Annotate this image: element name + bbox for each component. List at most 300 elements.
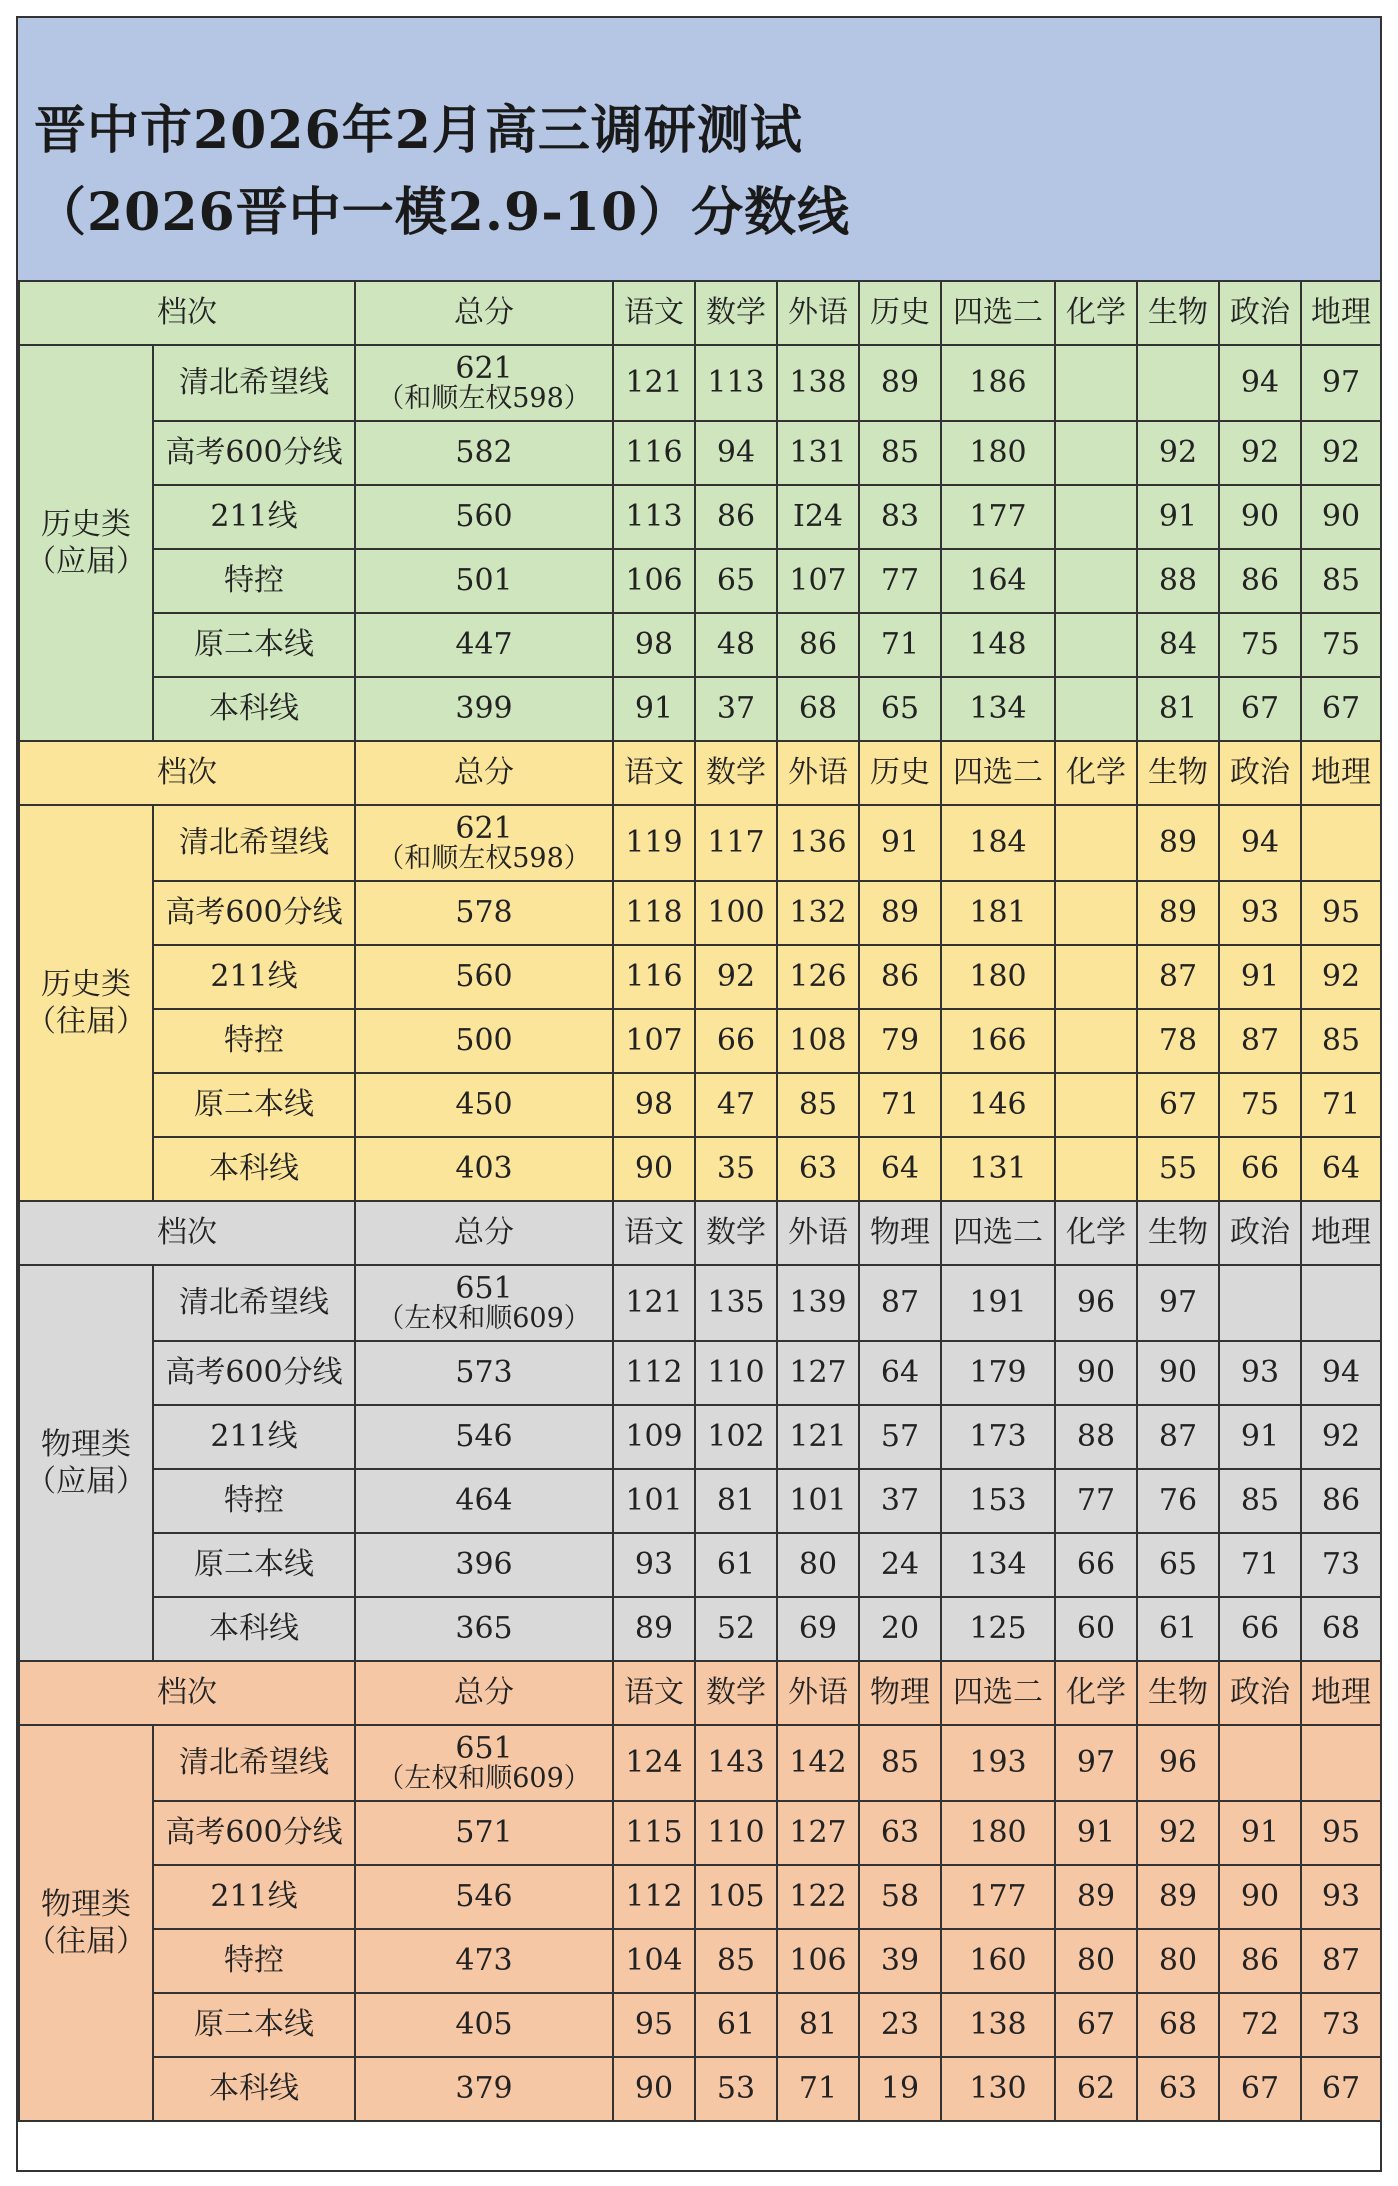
level-cell: 高考600分线 <box>153 881 355 945</box>
score-cell: 146 <box>941 1073 1055 1137</box>
cohort-label: （应届） <box>26 1464 146 1499</box>
score-cell: 107 <box>777 549 859 613</box>
score-cell: 60 <box>1055 1597 1137 1661</box>
cohort-label: （应届） <box>26 544 146 579</box>
score-cell: 71 <box>1301 1073 1381 1137</box>
score-cell: 108 <box>777 1009 859 1073</box>
column-header: 地理 <box>1301 741 1381 805</box>
table-row <box>19 677 1381 741</box>
column-header: 生物 <box>1137 281 1219 345</box>
total-cell <box>355 881 613 945</box>
score-cell: 119 <box>613 805 695 881</box>
score-cell: 69 <box>777 1597 859 1661</box>
column-header: 生物 <box>1137 1661 1219 1725</box>
score-cell: 86 <box>777 613 859 677</box>
column-header: 总分 <box>355 281 613 345</box>
score-cell: 121 <box>613 345 695 421</box>
total-score: 405 <box>455 2007 513 2043</box>
total-score: 651 <box>455 1731 513 1767</box>
score-cell: 75 <box>1219 1073 1301 1137</box>
score-cell: 80 <box>1055 1929 1137 1993</box>
score-cell: 173 <box>941 1405 1055 1469</box>
level-cell: 本科线 <box>153 2057 355 2121</box>
score-cell: 89 <box>859 881 941 945</box>
score-cell: 19 <box>859 2057 941 2121</box>
score-cell: 85 <box>859 1725 941 1801</box>
score-cell: 86 <box>1219 549 1301 613</box>
level-cell: 211线 <box>153 485 355 549</box>
score-cell: 20 <box>859 1597 941 1661</box>
score-cell: 148 <box>941 613 1055 677</box>
score-cell <box>1055 613 1137 677</box>
table-row <box>19 1725 1381 1801</box>
column-header: 语文 <box>613 281 695 345</box>
cohort-label: （往届） <box>26 1004 146 1039</box>
total-score: 621 <box>455 351 513 387</box>
score-cell: 93 <box>1301 1865 1381 1929</box>
column-header: 档次 <box>19 281 355 345</box>
score-cell: 104 <box>613 1929 695 1993</box>
table-row <box>19 805 1381 881</box>
table-row <box>19 1265 1381 1341</box>
score-cell: 62 <box>1055 2057 1137 2121</box>
column-header: 化学 <box>1055 1201 1137 1265</box>
score-cell: 71 <box>859 1073 941 1137</box>
score-cell: 63 <box>1137 2057 1219 2121</box>
score-cell: 64 <box>859 1341 941 1405</box>
score-cell: 93 <box>1219 881 1301 945</box>
score-cell: 67 <box>1219 2057 1301 2121</box>
total-score: 473 <box>455 1943 513 1979</box>
score-cell: 98 <box>613 613 695 677</box>
total-score: 450 <box>455 1087 513 1123</box>
total-score: 403 <box>455 1151 513 1187</box>
column-header: 历史 <box>859 281 941 345</box>
score-cell: 92 <box>1137 421 1219 485</box>
table-row <box>19 345 1381 421</box>
score-cell: 24 <box>859 1533 941 1597</box>
score-cell: 85 <box>859 421 941 485</box>
column-header: 四选二 <box>941 1661 1055 1725</box>
score-cell <box>1301 805 1381 881</box>
table-row <box>19 1801 1381 1865</box>
score-cell: 77 <box>859 549 941 613</box>
score-cell: 107 <box>613 1009 695 1073</box>
total-score: 365 <box>455 1611 513 1647</box>
total-cell <box>355 549 613 613</box>
score-cell: 73 <box>1301 1533 1381 1597</box>
score-cell <box>1055 421 1137 485</box>
group-header-row <box>19 281 1381 345</box>
page-subtitle: （2026晋中一模2.9-10）分数线 <box>34 182 851 243</box>
score-cell: 89 <box>1137 1865 1219 1929</box>
score-cell: 109 <box>613 1405 695 1469</box>
score-cell: 37 <box>695 677 777 741</box>
score-cell: 124 <box>613 1725 695 1801</box>
score-cell: 75 <box>1301 613 1381 677</box>
level-cell: 本科线 <box>153 1597 355 1661</box>
category-label: 物理类 <box>41 1886 131 1922</box>
total-cell <box>355 1405 613 1469</box>
score-cell: 87 <box>1219 1009 1301 1073</box>
score-cell: 97 <box>1137 1265 1219 1341</box>
score-cell: 77 <box>1055 1469 1137 1533</box>
score-cell: 63 <box>777 1137 859 1201</box>
total-cell <box>355 1725 613 1801</box>
score-cell: 105 <box>695 1865 777 1929</box>
score-cell: 118 <box>613 881 695 945</box>
score-cell <box>1219 1265 1301 1341</box>
score-cell <box>1055 881 1137 945</box>
score-cell <box>1219 1725 1301 1801</box>
category-cell <box>19 805 153 1201</box>
score-cell <box>1137 345 1219 421</box>
score-cell: 90 <box>1055 1341 1137 1405</box>
score-cell: 93 <box>1219 1341 1301 1405</box>
level-cell: 本科线 <box>153 1137 355 1201</box>
column-header: 总分 <box>355 1201 613 1265</box>
level-cell: 高考600分线 <box>153 1801 355 1865</box>
score-cell: 95 <box>1301 1801 1381 1865</box>
score-cell: 86 <box>859 945 941 1009</box>
total-score: 651 <box>455 1271 513 1307</box>
score-cell: 115 <box>613 1801 695 1865</box>
column-header: 政治 <box>1219 741 1301 805</box>
table-row <box>19 1865 1381 1929</box>
column-header: 化学 <box>1055 281 1137 345</box>
score-cell: 87 <box>1137 945 1219 1009</box>
score-cell: 116 <box>613 421 695 485</box>
column-header: 外语 <box>777 281 859 345</box>
score-cell: 98 <box>613 1073 695 1137</box>
total-cell <box>355 613 613 677</box>
score-cell: 61 <box>1137 1597 1219 1661</box>
score-cell: 113 <box>695 345 777 421</box>
score-cell: 92 <box>1301 945 1381 1009</box>
score-cell: 91 <box>1055 1801 1137 1865</box>
total-note: （左权和顺609） <box>377 1302 591 1334</box>
column-header: 总分 <box>355 1661 613 1725</box>
score-cell: 57 <box>859 1405 941 1469</box>
table-row <box>19 1533 1381 1597</box>
level-cell: 清北希望线 <box>153 805 355 881</box>
score-cell: 122 <box>777 1865 859 1929</box>
score-cell: 91 <box>1137 485 1219 549</box>
level-cell: 清北希望线 <box>153 1725 355 1801</box>
score-cell <box>1055 805 1137 881</box>
score-cell: 131 <box>941 1137 1055 1201</box>
score-cell: 66 <box>1219 1597 1301 1661</box>
score-cell: 90 <box>613 1137 695 1201</box>
score-cell: 100 <box>695 881 777 945</box>
score-cell: 84 <box>1137 613 1219 677</box>
table-row <box>19 421 1381 485</box>
total-cell <box>355 1597 613 1661</box>
score-cell: 71 <box>859 613 941 677</box>
total-score: 560 <box>455 499 513 535</box>
score-cell: 85 <box>695 1929 777 1993</box>
score-cell: 180 <box>941 421 1055 485</box>
level-cell: 清北希望线 <box>153 1265 355 1341</box>
category-label: 历史类 <box>41 506 131 542</box>
score-cell: 80 <box>1137 1929 1219 1993</box>
score-cell: 61 <box>695 1993 777 2057</box>
score-cell: 53 <box>695 2057 777 2121</box>
column-header: 四选二 <box>941 281 1055 345</box>
score-cell: 76 <box>1137 1469 1219 1533</box>
level-cell: 特控 <box>153 549 355 613</box>
score-cell: 58 <box>859 1865 941 1929</box>
table-row <box>19 945 1381 1009</box>
total-cell <box>355 1865 613 1929</box>
group-header-row <box>19 741 1381 805</box>
score-cell: 63 <box>859 1801 941 1865</box>
total-score: 447 <box>455 627 513 663</box>
score-cell <box>1301 1725 1381 1801</box>
score-cell: 184 <box>941 805 1055 881</box>
score-cell: 132 <box>777 881 859 945</box>
level-cell: 特控 <box>153 1469 355 1533</box>
score-cell: 92 <box>695 945 777 1009</box>
group-header-row <box>19 1201 1381 1265</box>
column-header: 政治 <box>1219 281 1301 345</box>
total-score: 399 <box>455 691 513 727</box>
table-row <box>19 1137 1381 1201</box>
total-score: 560 <box>455 959 513 995</box>
level-cell: 原二本线 <box>153 1533 355 1597</box>
level-cell: 原二本线 <box>153 613 355 677</box>
total-cell <box>355 1137 613 1201</box>
score-cell: 106 <box>613 549 695 613</box>
level-cell: 原二本线 <box>153 1073 355 1137</box>
score-cell: 177 <box>941 1865 1055 1929</box>
score-cell: 91 <box>859 805 941 881</box>
score-cell: 66 <box>695 1009 777 1073</box>
total-cell <box>355 1469 613 1533</box>
total-score: 501 <box>455 563 513 599</box>
total-score: 464 <box>455 1483 513 1519</box>
category-label: 历史类 <box>41 966 131 1002</box>
level-cell: 原二本线 <box>153 1993 355 2057</box>
column-header: 数学 <box>695 1201 777 1265</box>
score-cell: 131 <box>777 421 859 485</box>
page-title: 晋中市2026年2月高三调研测试 <box>34 100 803 161</box>
column-header: 生物 <box>1137 741 1219 805</box>
total-cell <box>355 421 613 485</box>
score-cell: 92 <box>1301 421 1381 485</box>
column-header: 档次 <box>19 741 355 805</box>
table-row <box>19 613 1381 677</box>
score-cell: 91 <box>613 677 695 741</box>
score-cell: 65 <box>695 549 777 613</box>
total-cell <box>355 2057 613 2121</box>
column-header: 档次 <box>19 1201 355 1265</box>
score-cell: 89 <box>1137 881 1219 945</box>
score-cell <box>1055 677 1137 741</box>
total-cell <box>355 485 613 549</box>
level-cell: 211线 <box>153 945 355 1009</box>
score-cell: 95 <box>613 1993 695 2057</box>
score-cell: 127 <box>777 1341 859 1405</box>
score-cell: 65 <box>1137 1533 1219 1597</box>
score-cell: 55 <box>1137 1137 1219 1201</box>
column-header: 历史 <box>859 741 941 805</box>
score-cell <box>1055 1137 1137 1201</box>
total-cell <box>355 805 613 881</box>
score-cell: 68 <box>1301 1597 1381 1661</box>
score-cell: 79 <box>859 1009 941 1073</box>
total-cell <box>355 345 613 421</box>
score-cell: 95 <box>1301 881 1381 945</box>
score-cell: 90 <box>1301 485 1381 549</box>
total-cell <box>355 1801 613 1865</box>
score-cell: 96 <box>1055 1265 1137 1341</box>
level-cell: 211线 <box>153 1865 355 1929</box>
score-cell: 83 <box>859 485 941 549</box>
score-cell: 136 <box>777 805 859 881</box>
score-cell: 88 <box>1137 549 1219 613</box>
total-cell <box>355 945 613 1009</box>
column-header: 政治 <box>1219 1661 1301 1725</box>
column-header: 四选二 <box>941 1201 1055 1265</box>
score-cell: 135 <box>695 1265 777 1341</box>
column-header: 地理 <box>1301 1201 1381 1265</box>
score-cell: 66 <box>1219 1137 1301 1201</box>
column-header: 外语 <box>777 1201 859 1265</box>
score-cell: 117 <box>695 805 777 881</box>
title-banner <box>18 18 1380 282</box>
table-row <box>19 1469 1381 1533</box>
score-cell: 90 <box>613 2057 695 2121</box>
score-cell: 90 <box>1219 485 1301 549</box>
total-score: 582 <box>455 435 513 471</box>
level-cell: 特控 <box>153 1009 355 1073</box>
score-cell: 96 <box>1137 1725 1219 1801</box>
score-cell: 86 <box>1301 1469 1381 1533</box>
score-cell: 110 <box>695 1801 777 1865</box>
score-cell: 143 <box>695 1725 777 1801</box>
score-cell: I24 <box>777 485 859 549</box>
total-score: 571 <box>455 1815 513 1851</box>
score-cell: 113 <box>613 485 695 549</box>
score-cell: 71 <box>777 2057 859 2121</box>
column-header: 物理 <box>859 1201 941 1265</box>
column-header: 地理 <box>1301 1661 1381 1725</box>
table-row <box>19 1073 1381 1137</box>
score-cell: 73 <box>1301 1993 1381 2057</box>
score-cell: 93 <box>613 1533 695 1597</box>
total-cell <box>355 1341 613 1405</box>
total-cell <box>355 1073 613 1137</box>
score-cell: 47 <box>695 1073 777 1137</box>
level-cell: 特控 <box>153 1929 355 1993</box>
score-cell: 81 <box>1137 677 1219 741</box>
score-cell: 61 <box>695 1533 777 1597</box>
score-cell: 88 <box>1055 1405 1137 1469</box>
total-note: （和顺左权598） <box>377 842 591 874</box>
score-cell: 91 <box>1219 945 1301 1009</box>
score-cell: 125 <box>941 1597 1055 1661</box>
score-cell: 64 <box>1301 1137 1381 1201</box>
score-cell: 87 <box>1301 1929 1381 1993</box>
total-note: （和顺左权598） <box>377 382 591 414</box>
score-cell: 164 <box>941 549 1055 613</box>
score-cell: 87 <box>859 1265 941 1341</box>
column-header: 总分 <box>355 741 613 805</box>
score-cell: 52 <box>695 1597 777 1661</box>
score-cell: 81 <box>695 1469 777 1533</box>
table-row <box>19 1405 1381 1469</box>
score-cell: 66 <box>1055 1533 1137 1597</box>
score-cell <box>1055 345 1137 421</box>
column-header: 外语 <box>777 741 859 805</box>
score-cell: 116 <box>613 945 695 1009</box>
score-cell: 68 <box>1137 1993 1219 2057</box>
score-cell: 39 <box>859 1929 941 1993</box>
score-cell: 121 <box>777 1405 859 1469</box>
score-cell: 75 <box>1219 613 1301 677</box>
total-cell <box>355 677 613 741</box>
score-cell: 186 <box>941 345 1055 421</box>
category-label: 物理类 <box>41 1426 131 1462</box>
table-row <box>19 1597 1381 1661</box>
column-header: 档次 <box>19 1661 355 1725</box>
total-score: 621 <box>455 811 513 847</box>
score-cell: 193 <box>941 1725 1055 1801</box>
score-cell: 110 <box>695 1341 777 1405</box>
category-cell <box>19 345 153 741</box>
table-row <box>19 1341 1381 1405</box>
score-cell: 91 <box>1219 1801 1301 1865</box>
total-cell <box>355 1265 613 1341</box>
level-cell: 高考600分线 <box>153 421 355 485</box>
total-score: 500 <box>455 1023 513 1059</box>
score-cell <box>1055 1009 1137 1073</box>
score-cell: 35 <box>695 1137 777 1201</box>
level-cell: 本科线 <box>153 677 355 741</box>
category-cell <box>19 1265 153 1661</box>
score-cell: 67 <box>1301 677 1381 741</box>
cohort-label: （往届） <box>26 1924 146 1959</box>
score-cell: 90 <box>1219 1865 1301 1929</box>
level-cell: 高考600分线 <box>153 1341 355 1405</box>
score-cell: 127 <box>777 1801 859 1865</box>
score-cell: 65 <box>859 677 941 741</box>
score-cell: 166 <box>941 1009 1055 1073</box>
score-cell <box>1301 1265 1381 1341</box>
score-cell: 85 <box>1219 1469 1301 1533</box>
score-cell: 112 <box>613 1341 695 1405</box>
score-cell: 91 <box>1219 1405 1301 1469</box>
level-cell: 211线 <box>153 1405 355 1469</box>
score-cell: 68 <box>777 677 859 741</box>
score-cell: 94 <box>1219 805 1301 881</box>
score-cell: 101 <box>777 1469 859 1533</box>
score-cell <box>1055 945 1137 1009</box>
column-header: 地理 <box>1301 281 1381 345</box>
score-cell: 106 <box>777 1929 859 1993</box>
column-header: 外语 <box>777 1661 859 1725</box>
score-cell: 179 <box>941 1341 1055 1405</box>
score-cell: 85 <box>1301 1009 1381 1073</box>
score-cell: 134 <box>941 1533 1055 1597</box>
table-row <box>19 881 1381 945</box>
category-cell <box>19 1725 153 2121</box>
total-score: 546 <box>455 1419 513 1455</box>
score-cell: 153 <box>941 1469 1055 1533</box>
score-cell: 78 <box>1137 1009 1219 1073</box>
total-cell <box>355 1009 613 1073</box>
